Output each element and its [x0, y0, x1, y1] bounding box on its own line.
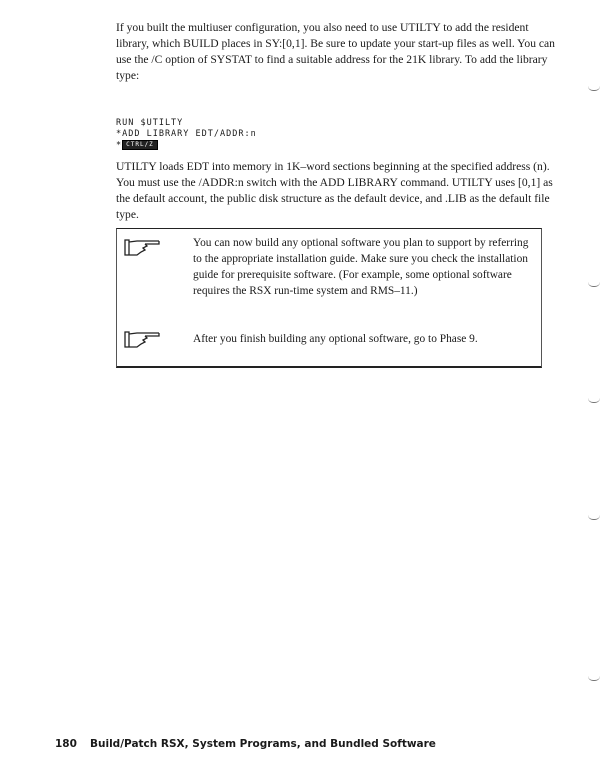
scan-mark [588, 515, 600, 520]
intro-paragraph: If you built the multiuser configuration, you also need to use UTILTY to add the resident library, which BUILD places in SY:[0,1]. Be sure to update your start-up files as well. You can use the /C option of SYSTAT to find a suitable address for the 21K library. To add the library type: [116, 21, 555, 82]
explain-paragraph: UTILTY loads EDT into memory in 1K–word sections beginning at the specified address (n). You must use the /ADDR:n switch with the ADD LIBRARY command. UTILTY uses [0,1] as the default account, the public disk structure as the default device, and .LIB as the default file type. [116, 160, 553, 221]
scan-mark [588, 676, 600, 681]
scan-mark [588, 398, 600, 403]
note-text: You can now build any optional software you plan to support by referring to the appropriate installation guide. Make sure you check the installation guide for prerequisite software. (For example, some optional software requires the RSX run-time system and RMS–11.) [193, 237, 529, 297]
code-line: RUN $UTILTY [116, 118, 184, 128]
scan-mark [588, 86, 600, 91]
scan-mark [588, 282, 600, 287]
footer-title: Build/Patch RSX, System Programs, and Bundled Software [90, 738, 436, 750]
note-text: After you finish building any optional software, go to Phase 9. [193, 333, 478, 345]
page-number: 180 [55, 738, 77, 750]
prompt: * [116, 140, 123, 151]
pointing-hand-icon [123, 237, 163, 257]
pointing-hand-icon [123, 329, 163, 349]
ctrl-z-key: CTRL/Z [122, 140, 158, 150]
code-line: *ADD LIBRARY EDT/ADDR:n [116, 129, 257, 139]
note-box [116, 228, 542, 368]
code-block [116, 118, 257, 152]
code-line [116, 140, 257, 152]
